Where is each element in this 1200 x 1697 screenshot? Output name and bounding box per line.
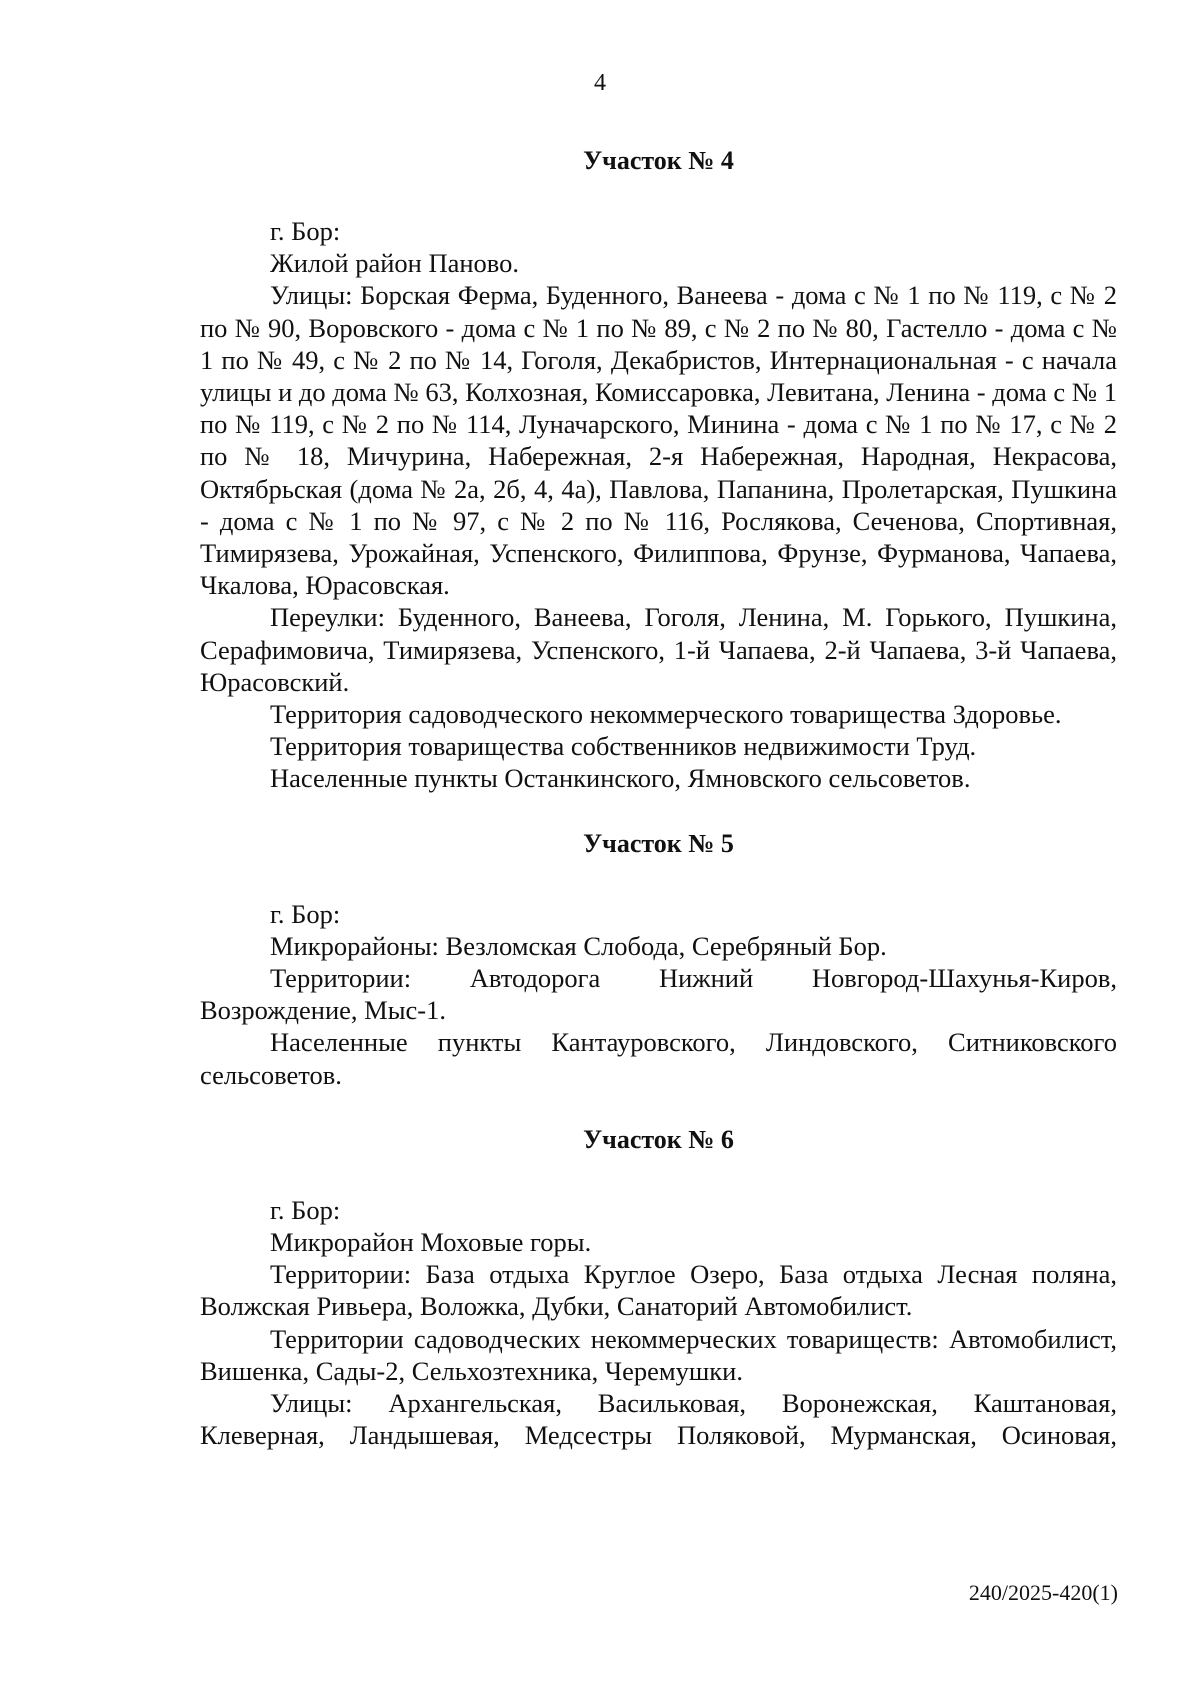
microdistricts: Микрорайоны: Везломская Слобода, Серебряный Бор. [270,930,887,961]
city-label: г. Бор: [270,1194,341,1225]
streets-list: Улицы: Архангельская, Васильковая, Воронежская, Каштановая, Клеверная, Ландышевая, Медсестры Поляковой, Мурманская, Осиновая, [200,1388,1117,1451]
document-body [200,132,1117,1452]
page-number: 4 [594,70,606,96]
streets-list: Улицы: Борская Ферма, Буденного, Ванеева - дома с № 1 по № 119, с № 2 по № 90, Воровского - дома с № 1 по № 89, с № 2 по № 80, Гастелло - дома с № 1 по № 49, с № 2 по № 14, Гоголя, Декабристов, Интернациональная - с начала улицы и до дома № 63, Колхозная, Комиссаровка, Левитана, Ленина - дома с № 1 по № 119, с № 2 по № 114, Луначарского, Минина - дома с № 1 по № 17, с № 2 по № 18, Мичурина, Набережная, 2-я Набережная, Народная, Некрасова, Октябрьская (дома № 2а, 2б, 4, 4а), Павлова, Папанина, Пролетарская, Пушкина - дома с № 1 по № 97, с № 2 по № 116, Рослякова, Сеченова, Спортивная, Тимирязева, Урожайная, Успенского, Филиппова, Фрунзе, Фурманова, Чапаева, Чкалова, Юрасовская. [200,280,1117,601]
section-heading-4: Участок № 4 [583,146,734,175]
garden-partnerships: Территории садоводческих некоммерческих товариществ: Автомобилист, Вишенка, Сады-2, Сельхозтехника, Черемушки. [200,1323,1117,1386]
settlements: Населенные пункты Кантауровского, Линдовского, Ситниковского сельсоветов. [200,1027,1117,1090]
territories: Территории: Автодорога Нижний Новгород-Шахунья-Киров, Возрождение, Мыс-1. [200,963,1117,1026]
garden-partnership: Территория садоводческого некоммерческого товарищества Здоровье. [270,699,1062,730]
microdistrict: Микрорайон Моховые горы. [270,1227,592,1258]
territories: Территории: База отдыха Круглое Озеро, База отдыха Лесная поляна, Волжская Ривьера, Воложка, Дубки, Санаторий Автомобилист. [200,1259,1117,1322]
section-heading-5: Участок № 5 [583,828,734,858]
section-heading-6: Участок № 6 [583,1124,734,1154]
settlements: Населенные пункты Останкинского, Ямновского сельсоветов. [270,763,971,794]
property-partnership: Территория товарищества собственников недвижимости Труд. [270,731,977,762]
residential-district: Жилой район Паново. [270,248,519,279]
city-label: г. Бор: [270,216,341,246]
city-label: г. Бор: [270,898,341,929]
document-code: 240/2025-420(1) [968,1580,1118,1605]
lanes-list: Переулки: Буденного, Ванеева, Гоголя, Ленина, М. Горького, Пушкина, Серафимовича, Тимирязева, Успенского, 1-й Чапаева, 2-й Чапаева, 3-й Чапаева, Юрасовский. [200,602,1117,697]
